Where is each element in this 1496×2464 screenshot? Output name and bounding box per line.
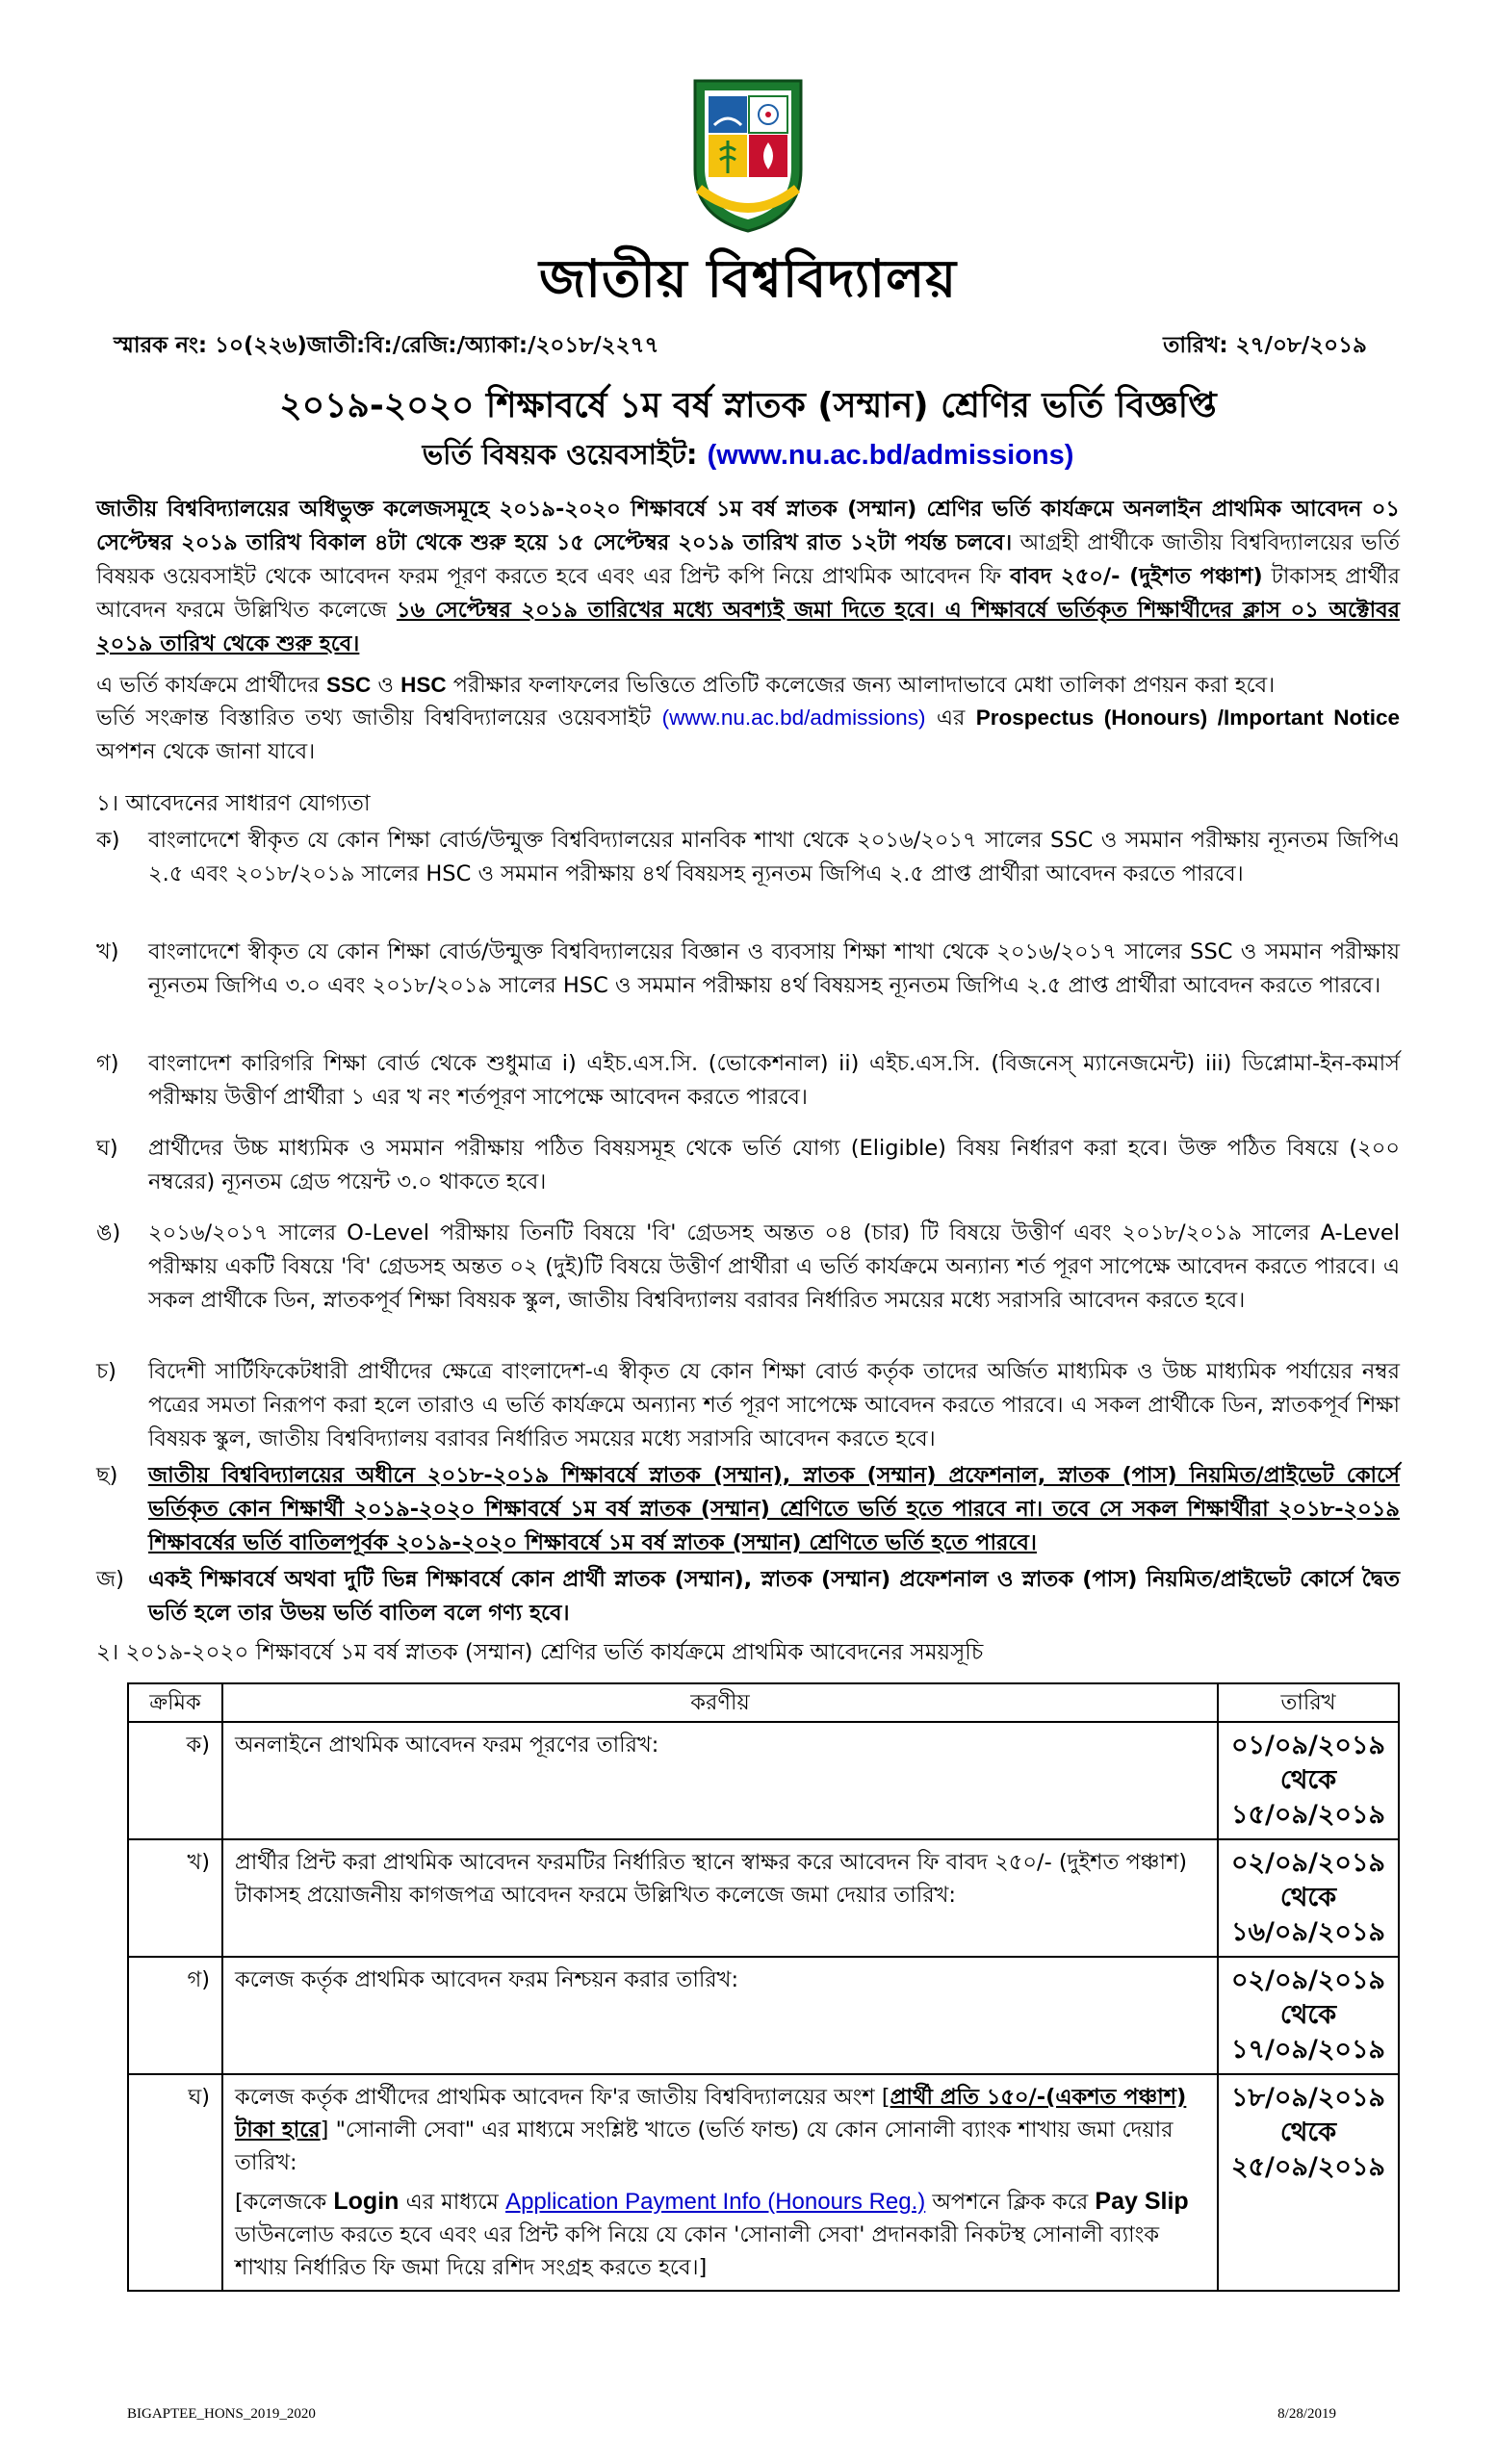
item-marker: ঙ) xyxy=(96,1220,121,1245)
eligibility-item xyxy=(96,936,1400,1003)
footer-print-date: 8/28/2019 xyxy=(1277,2406,1336,2422)
eligibility-item xyxy=(96,1217,1400,1318)
item-text: বাংলাদেশে স্বীকৃত যে কোন শিক্ষা বোর্ড/উন্মুক্ত বিশ্ববিদ্যালয়ের মানবিক শাখা থেকে ২০১৬/২০১৭ সালের SSC ও সমমান পরীক্ষায় ন্যূনতম জিপিএ ২.৫ এবং ২০১৮/২০১৯ সালের HSC ও সমমান পরীক্ষায় ৪র্থ বিষয়সহ ন্যূনতম জিপিএ ২.৫ প্রাপ্ত প্রার্থীরা আবেদন করতে পারবে। xyxy=(148,828,1400,886)
web-link[interactable]: (www.nu.ac.bd/admissions) xyxy=(661,706,926,730)
eligibility-item xyxy=(96,1355,1400,1456)
date-separator: থেকে xyxy=(1279,2118,1337,2147)
row-task: অনলাইনে প্রাথমিক আবেদন ফরম পূরণের তারিখ: xyxy=(222,1722,1218,1839)
note-payslip: Pay Slip xyxy=(1095,2188,1189,2215)
date-from: ০১/০৯/২০১৯ xyxy=(1230,1731,1386,1760)
row-serial: ক) xyxy=(128,1722,222,1839)
header-serial: ক্রমিক xyxy=(128,1683,222,1722)
table-row xyxy=(128,1839,1399,1957)
task-text-c: ] "সোনালী সেবা" এর মাধ্যমে সংশ্লিষ্ট খাতে (ভর্তি ফান্ড) যে কোন সোনালী ব্যাংক শাখায় জমা দেয়ার তারিখ: xyxy=(235,2118,1174,2175)
item-marker: গ) xyxy=(96,1051,119,1076)
eligibility-item xyxy=(96,1047,1400,1115)
item-marker: জ) xyxy=(96,1567,124,1592)
merit-text-a: এ ভর্তি কার্যক্রমে প্রার্থীদের xyxy=(96,673,326,698)
row-date xyxy=(1218,1722,1399,1839)
item-text: বাংলাদেশ কারিগরি শিক্ষা বোর্ড থেকে শুধুমাত্র i) এইচ.এস.সি. (ভোকেশনাল) ii) এইচ.এস.সি. (বিজনেস্ ম্যানেজমেন্ট) iii) ডিপ্লোমা-ইন-কমার্স পরীক্ষায় উত্তীর্ণ প্রার্থীরা ১ এর খ নং শর্তপূরণ সাপেক্ষে আবেদন করতে পারবে। xyxy=(148,1051,1400,1110)
item-text: একই শিক্ষাবর্ষে অথবা দুটি ভিন্ন শিক্ষাবর্ষে কোন প্রার্থী স্নাতক (সম্মান), স্নাতক (সম্মান) প্রফেশনাল ও স্নাতক (পাস) নিয়মিত/প্রাইভেট কোর্সে দ্বৈত ভর্তি হলে তার উভয় ভর্তি বাতিল বলে গণ্য হবে। xyxy=(148,1567,1400,1626)
item-marker: খ) xyxy=(96,939,119,964)
header-task: করণীয় xyxy=(222,1683,1218,1722)
note-text-a: [কলেজকে xyxy=(235,2190,334,2215)
table-header-row xyxy=(128,1683,1399,1722)
note-text-d: ডাউনলোড করতে হবে এবং এর প্রিন্ট কপি নিয়ে যে কোন 'সোনালী সেবা' প্রদানকারী নিকটস্থ সোনালী ব্যাংক শাখায় নির্ধারিত ফি জমা দিয়ে রশিদ সংগ্রহ করতে হবে।] xyxy=(235,2222,1160,2280)
row-serial: গ) xyxy=(128,1957,222,2074)
payment-info-link[interactable]: Application Payment Info (Honours Reg.) xyxy=(505,2189,926,2215)
merit-text-b: ও xyxy=(371,673,401,698)
item-marker: চ) xyxy=(96,1359,116,1384)
date-to: ১৬/০৯/২০১৯ xyxy=(1230,1917,1386,1947)
row-task-main xyxy=(235,2081,1205,2179)
admission-website xyxy=(0,433,1496,480)
row-date xyxy=(1218,1957,1399,2074)
date-from: ০২/০৯/২০১৯ xyxy=(1230,1848,1386,1878)
row-task: প্রার্থীর প্রিন্ট করা প্রাথমিক আবেদন ফরমটির নির্ধারিত স্থানে স্বাক্ষর করে আবেদন ফি বাবদ ২৫০/- (দুইশত পঞ্চাশ) টাকাসহ প্রয়োজনীয় কাগজপত্র আবেদন ফরমে উল্লিখিত কলেজে জমা দেয়ার তারিখ: xyxy=(222,1839,1218,1957)
web-text-c: অপশন থেকে জানা যাবে। xyxy=(96,739,316,764)
date-separator: থেকে xyxy=(1279,2000,1337,2030)
note-login: Login xyxy=(333,2188,400,2215)
row-task xyxy=(222,2074,1218,2291)
task-text-a: কলেজ কর্তৃক প্রার্থীদের প্রাথমিক আবেদন ফি'র জাতীয় বিশ্ববিদ্যালয়ের অংশ [ xyxy=(235,2085,890,2110)
date-to: ২৫/০৯/২০১৯ xyxy=(1230,2152,1386,2182)
intro-text-a: জাতীয় বিশ্ববিদ্যালয়ের অধিভুক্ত কলেজসমূহে ২০১৯-২০২০ শিক্ষাবর্ষে ১ম বর্ষ স্নাতক (সম্মান) শ্রেণির ভর্তি কার্যক্রমে অনলাইন প্রাথমিক আবেদন ০১ সেপ্টেম্বর ২০১৯ তারিখ বিকাল ৪টা থেকে শুরু হয়ে ১৫ সেপ্টেম্বর ২০১৯ তারিখ রাত ১২টা পর্যন্ত চলবে। xyxy=(96,497,1400,555)
eligibility-item xyxy=(96,1132,1400,1199)
item-text: ২০১৬/২০১৭ সালের O-Level পরীক্ষায় তিনটি বিষয়ে 'বি' গ্রেডসহ অন্তত ০৪ (চার) টি বিষয়ে উত্তীর্ণ এবং ২০১৮/২০১৯ সালের A-Level পরীক্ষায় একটি বিষয়ে 'বি' গ্রেডসহ অন্তত ০২ (দুই)টি বিষয়ে উত্তীর্ণ প্রার্থীরা এ ভর্তি কার্যক্রমে অন্যান্য শর্ত পূরণ সাপেক্ষে আবেদন করতে পারবে। এ সকল প্রার্থীকে ডিন, স্নাতকপূর্ব শিক্ষা বিষয়ক স্কুল, জাতীয় বিশ্ববিদ্যালয় বরাবর নির্ধারিত সময়ের মধ্যে সরাসরি আবেদন করতে হবে। xyxy=(148,1220,1400,1313)
intro-fee: বাবদ ২৫০/- (দুইশত পঞ্চাশ) xyxy=(1010,564,1263,589)
row-serial: ঘ) xyxy=(128,2074,222,2291)
merit-hsc: HSC xyxy=(400,673,447,697)
item-text: বিদেশী সার্টিফিকেটধারী প্রার্থীদের ক্ষেত্রে বাংলাদেশ-এ স্বীকৃত যে কোন শিক্ষা বোর্ড কর্তৃক তাদের অর্জিত মাধ্যমিক ও উচ্চ মাধ্যমিক পর্যায়ের নম্বর পত্রের সমতা নিরূপণ করা হলে তারাও এ ভর্তি কার্যক্রমে অন্যান্য শর্ত পূরণ সাপেক্ষে আবেদন করতে পারবে। এ সকল প্রার্থীকে ডিন, স্নাতকপূর্ব শিক্ষা বিষয়ক স্কুল, জাতীয় বিশ্ববিদ্যালয় বরাবর নির্ধারিত সময়ের মধ্যে সরাসরি আবেদন করতে হবে। xyxy=(148,1359,1400,1451)
intro-paragraph xyxy=(96,493,1400,661)
intro-text-b: আগ্রহী প্রার্থীকে জাতীয় বিশ্ববিদ্যালয়ের ভর্তি বিষয়ক ওয়েবসাইট থেকে আবেদন ফরম পূরণ করতে হবে এবং এর প্রিন্ট কপি নিয়ে প্রাথমিক আবেদন ফি xyxy=(96,530,1401,589)
notice-title: ২০১৯-২০২০ শিক্ষাবর্ষে ১ম বর্ষ স্নাতক (সম্মান) শ্রেণির ভর্তি বিজ্ঞপ্তি xyxy=(279,386,1217,425)
item-marker: ক) xyxy=(96,828,120,853)
date-to: ১৭/০৯/২০১৯ xyxy=(1230,2035,1386,2065)
memo-number: স্মারক নং: ১০(২২৬)জাতী:বি:/রেজি:/অ্যাকা:/২০১৮/২২৭৭ xyxy=(114,333,659,358)
date-to: ১৫/০৯/২০১৯ xyxy=(1231,1800,1385,1830)
row-date xyxy=(1218,1839,1399,1957)
web-text-a: ভর্তি সংক্রান্ত বিস্তারিত তথ্য জাতীয় বিশ্ববিদ্যালয়ের ওয়েবসাইট xyxy=(96,706,662,731)
eligibility-item xyxy=(96,1563,1400,1630)
item-marker: ছ) xyxy=(96,1463,118,1488)
item-marker: ঘ) xyxy=(96,1136,118,1161)
merit-paragraph xyxy=(96,668,1400,703)
section-1-title: ১। আবেদনের সাধারণ যোগ্যতা xyxy=(96,791,371,816)
website-label: ভর্তি বিষয়ক ওয়েবসাইট: xyxy=(422,438,698,471)
section-2-title: ২। ২০১৯-২০২০ শিক্ষাবর্ষে ১ম বর্ষ স্নাতক (সম্মান) শ্রেণির ভর্তি কার্যক্রমে প্রাথমিক আবেদনের সময়সূচি xyxy=(96,1640,984,1665)
note-text-b: এর মাধ্যমে xyxy=(399,2190,506,2215)
merit-ssc: SSC xyxy=(325,673,372,697)
intro-deadline: ১৬ সেপ্টেম্বর ২০১৯ তারিখের মধ্যে অবশ্যই জমা দিতে হবে। এ শিক্ষাবর্ষে ভর্তিকৃত শিক্ষার্থীদের ক্লাস ০১ অক্টোবর ২০১৯ তারিখ থেকে শুরু হবে। xyxy=(96,598,1400,656)
table-row xyxy=(128,1722,1399,1839)
merit-text-c: পরীক্ষার ফলাফলের ভিত্তিতে প্রতিটি কলেজের জন্য আলাদাভাবে মেধা তালিকা প্রণয়ন করা হবে। xyxy=(446,673,1276,698)
footer-document-code: BIGAPTEE_HONS_2019_2020 xyxy=(127,2406,316,2422)
web-prospectus: Prospectus (Honours) /Important Notice xyxy=(975,706,1400,730)
web-text-b: এর xyxy=(925,706,976,731)
schedule-table xyxy=(127,1682,1400,2292)
row-task: কলেজ কর্তৃক প্রাথমিক আবেদন ফরম নিশ্চয়ন করার তারিখ: xyxy=(222,1957,1218,2074)
item-text: জাতীয় বিশ্ববিদ্যালয়ের অধীনে ২০১৮-২০১৯ শিক্ষাবর্ষে স্নাতক (সম্মান), স্নাতক (সম্মান) প্রফেশনাল, স্নাতক (পাস) নিয়মিত/প্রাইভেট কোর্সে ভর্তিকৃত কোন শিক্ষার্থী ২০১৯-২০২০ শিক্ষাবর্ষে ১ম বর্ষ স্নাতক (সম্মান) শ্রেণিতে ভর্তি হতে পারবে না। তবে সে সকল শিক্ষার্থীরা ২০১৮-২০১৯ শিক্ষাবর্ষের ভর্তি বাতিলপূর্বক ২০১৯-২০২০ শিক্ষাবর্ষে ১ম বর্ষ স্নাতক (সম্মান) শ্রেণিতে ভর্তি হতে পারবে। xyxy=(148,1463,1400,1555)
date-from: ০২/০৯/২০১৯ xyxy=(1230,1965,1386,1995)
date-separator: থেকে xyxy=(1279,1883,1337,1912)
item-text: বাংলাদেশে স্বীকৃত যে কোন শিক্ষা বোর্ড/উন্মুক্ত বিশ্ববিদ্যালয়ের বিজ্ঞান ও ব্যবসায় শিক্ষা শাখা থেকে ২০১৬/২০১৭ সালের SSC ও সমমান পরীক্ষায় ন্যূনতম জিপিএ ৩.০ এবং ২০১৮/২০১৯ সালের HSC ও সমমান পরীক্ষায় ৪র্থ বিষয়সহ ন্যূনতম জিপিএ ২.৫ প্রাপ্ত প্রার্থীরা আবেদন করতে পারবে। xyxy=(148,939,1400,998)
intro-text-d: টাকাসহ প্রার্থীর আবেদন ফরমে উল্লিখিত কলেজে xyxy=(96,564,1400,623)
date-separator: থেকে xyxy=(1279,1765,1337,1795)
task-rate: প্রার্থী প্রতি ১৫০/-(একশত পঞ্চাশ) টাকা হারে xyxy=(235,2085,1187,2143)
website-paragraph xyxy=(96,701,1400,769)
eligibility-item xyxy=(96,1459,1400,1560)
date-from: ১৮/০৯/২০১৯ xyxy=(1231,2083,1385,2113)
item-text: প্রার্থীদের উচ্চ মাধ্যমিক ও সমমান পরীক্ষায় পঠিত বিষয়সমূহ থেকে ভর্তি যোগ্য (Eligible) বিষয় নির্ধারণ করা হবে। উক্ত পঠিত বিষয়ে (২০০ নম্বরের) ন্যূনতম গ্রেড পয়েন্ট ৩.০ থাকতে হবে। xyxy=(148,1136,1400,1194)
university-name: জাতীয় বিশ্ববিদ্যালয় xyxy=(538,248,958,309)
row-date xyxy=(1218,2074,1399,2291)
row-task-note xyxy=(235,2185,1205,2284)
eligibility-item xyxy=(96,824,1400,891)
row-serial: খ) xyxy=(128,1839,222,1957)
table-row xyxy=(128,1957,1399,2074)
notice-date: তারিখ: ২৭/০৮/২০১৯ xyxy=(1163,333,1367,358)
university-seal-icon xyxy=(685,73,811,235)
note-text-c: অপশনে ক্লিক করে xyxy=(925,2190,1096,2215)
table-row xyxy=(128,2074,1399,2291)
website-link[interactable]: (www.nu.ac.bd/admissions) xyxy=(707,440,1074,471)
header-date: তারিখ xyxy=(1218,1683,1399,1722)
